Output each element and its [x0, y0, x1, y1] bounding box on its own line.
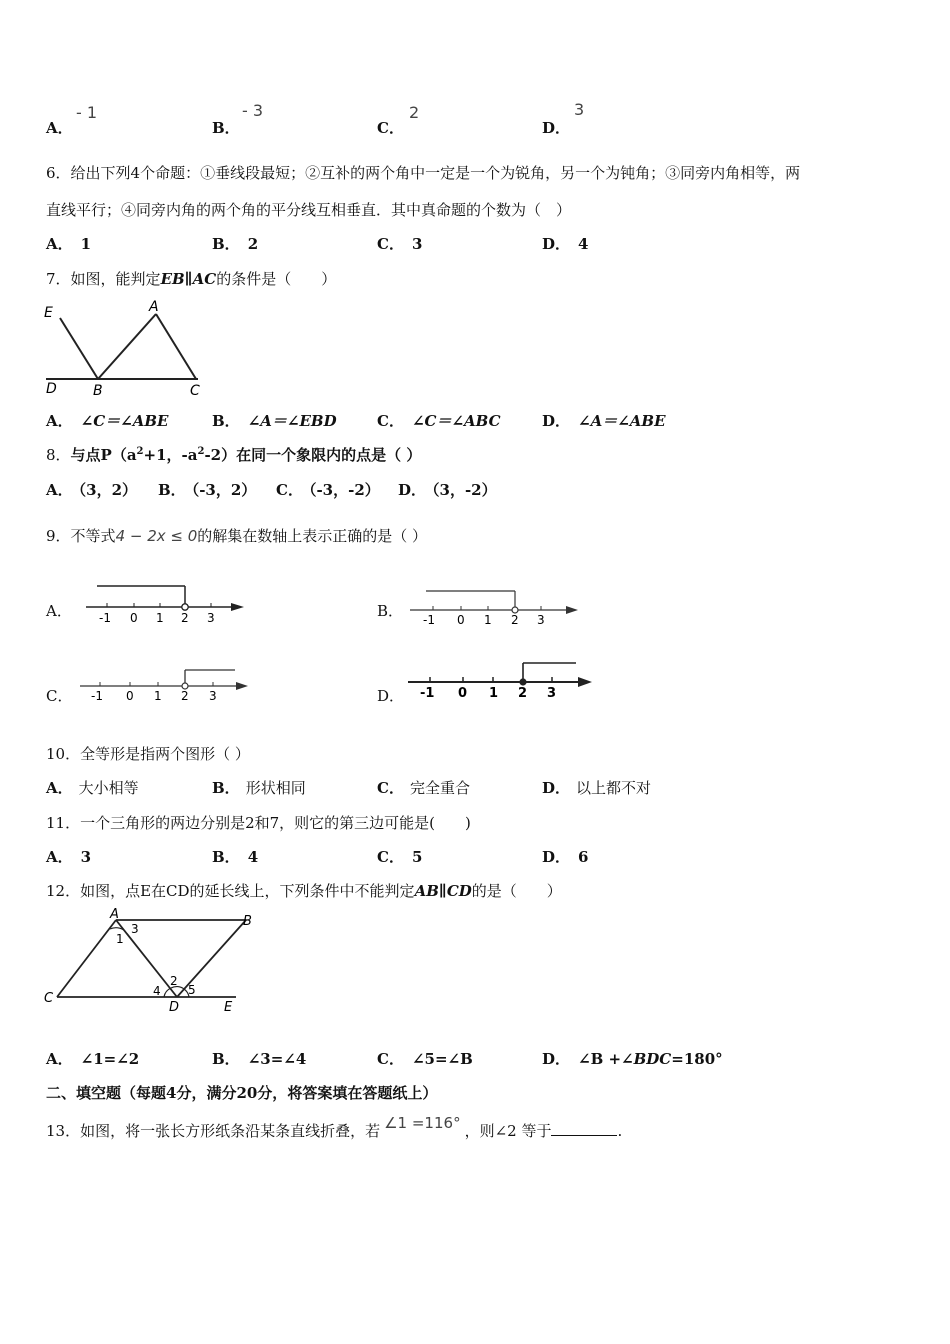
q9-option-d-label: D．: [377, 687, 405, 705]
option-text: 形状相同: [245, 779, 306, 797]
q9-option-c-label: C．: [46, 687, 73, 705]
axis-arrow: [578, 677, 592, 687]
q10-stem: [46, 743, 250, 764]
option-label: D．: [398, 481, 427, 499]
option-label: C．: [377, 848, 404, 866]
q5-option-b: [212, 101, 264, 138]
q11-option-b: [212, 846, 258, 867]
option-text: 3: [411, 235, 423, 253]
option-text: 1: [80, 235, 92, 253]
option-text: 6: [578, 848, 589, 866]
option-math: BDC: [633, 1050, 672, 1068]
question-text: ，则∠2 等于: [464, 1122, 552, 1140]
question-text: 如图，将一张长方形纸条沿某条直线折叠，若: [80, 1122, 381, 1140]
closed-dot: [519, 678, 526, 685]
option-label: B．: [212, 779, 240, 797]
point-label-e: E: [44, 305, 53, 321]
q10-option-a: [46, 777, 139, 798]
option-label: D．: [542, 412, 571, 430]
option-label: D．: [542, 1050, 571, 1068]
question-text: 给出下列4个命题：①垂线段最短；②互补的两个角中一定是一个为锐角，另一个为钝角；③同旁内角相等，两: [70, 164, 801, 182]
q9-option-b-number-line: [408, 583, 588, 629]
segment-ad: [116, 920, 177, 997]
q12-option-b: [212, 1048, 306, 1069]
option-text: （-3，2）: [191, 481, 257, 499]
q7-option-d: [542, 410, 666, 431]
option-label: D．: [542, 848, 571, 866]
q5-option-c: [377, 103, 420, 138]
question-text: +1，-a: [143, 446, 198, 464]
option-text: ∠3=∠4: [247, 1050, 307, 1068]
tick-label: 0: [458, 686, 468, 701]
option-text: 3: [80, 848, 92, 866]
option-label: D．: [542, 119, 571, 137]
point-label-b: B: [93, 383, 103, 399]
angle-label-3: 3: [131, 922, 139, 936]
question-number: 7．: [46, 270, 71, 288]
tick-label: -1: [99, 611, 111, 625]
q9-option-c-number-line: [78, 664, 258, 708]
tick-label: 1: [154, 689, 162, 703]
axis-arrow: [231, 603, 244, 611]
option-text: =180°: [671, 1050, 723, 1068]
q6-option-b: [212, 233, 258, 254]
q8-option-b: [158, 479, 256, 500]
point-label-c: C: [190, 383, 200, 399]
q6-option-d: [542, 233, 588, 254]
question-text: 不等式: [70, 527, 116, 545]
q11-option-c: [377, 846, 422, 867]
option-label: D．: [542, 235, 571, 253]
question-number: 9．: [46, 527, 71, 545]
question-text: 的是（ ）: [471, 882, 562, 900]
q11-option-d: [542, 846, 588, 867]
tick-label: 2: [181, 611, 189, 625]
q8-stem: [46, 444, 421, 465]
option-text: （3，2）: [78, 481, 138, 499]
q7-figure: [40, 295, 220, 400]
option-label: C．: [377, 1050, 404, 1068]
question-math-image: ∠1 =116°: [384, 1114, 461, 1132]
question-number: 12．: [46, 882, 81, 900]
tick-label: 1: [489, 686, 499, 701]
option-label: C．: [377, 119, 404, 137]
question-number: 11．: [46, 814, 81, 832]
question-number: 8．: [46, 446, 71, 464]
q7-stem: [46, 268, 336, 289]
question-math-image: 4 − 2x ≤ 0: [115, 527, 198, 545]
q6-stem-line1: [46, 162, 800, 183]
superscript: 2: [136, 446, 144, 457]
q5-option-a: [46, 103, 98, 138]
point-label-e: E: [224, 1000, 233, 1015]
option-text: ∠1=∠2: [80, 1050, 140, 1068]
q9-option-b-label: B．: [377, 602, 404, 620]
q5-option-d: [542, 100, 585, 138]
q9-option-d-number-line: [406, 658, 598, 704]
option-label: B．: [212, 235, 240, 253]
question-math: EB∥AC: [160, 270, 217, 288]
segment-ca: [57, 920, 116, 997]
tick-label: -1: [423, 613, 435, 627]
question-number: 13．: [46, 1122, 81, 1140]
option-label: A．: [46, 235, 73, 253]
question-text: 的条件是（ ）: [216, 270, 337, 288]
option-label: A．: [46, 119, 73, 137]
q7-option-b: [212, 410, 337, 431]
q13-stem: [46, 1114, 623, 1141]
axis-arrow: [236, 682, 248, 690]
q7-option-a: [46, 410, 168, 431]
option-text: ∠B +∠: [578, 1050, 634, 1068]
option-label: A．: [46, 412, 73, 430]
option-math-image: - 1: [76, 103, 98, 122]
q12-option-d: [542, 1048, 723, 1069]
question-number: 6．: [46, 164, 71, 182]
tick-label: -1: [91, 689, 103, 703]
q12-figure: [40, 905, 250, 1015]
option-label: B．: [158, 481, 186, 499]
option-text: ∠A＝∠EBD: [247, 412, 337, 430]
tick-label: 2: [518, 686, 528, 701]
point-label-c: C: [44, 991, 54, 1006]
q7-option-c: [377, 410, 501, 431]
tick-label: 0: [130, 611, 138, 625]
question-text: 如图，能判定: [70, 270, 161, 288]
option-label: A．: [46, 848, 73, 866]
option-text: 2: [247, 235, 259, 253]
q10-option-b: [212, 777, 306, 798]
question-text: 的解集在数轴上表示正确的是（ ）: [197, 527, 428, 545]
option-label: B．: [212, 119, 240, 137]
q10-option-d: [542, 777, 651, 798]
segment-eb: [60, 318, 98, 379]
option-text: 以上都不对: [576, 779, 652, 797]
superscript: 2: [197, 446, 205, 457]
option-math-image: 2: [409, 103, 420, 122]
section-title: 二、填空题（每题4分，满分20分，将答案填在答题纸上）: [46, 1084, 438, 1102]
option-label: A．: [46, 779, 73, 797]
option-label: C．: [377, 412, 404, 430]
question-text: .: [617, 1122, 623, 1140]
option-math-image: - 3: [242, 101, 264, 120]
point-label-b: B: [243, 914, 252, 929]
angle-label-4: 4: [153, 984, 161, 998]
segment-ba: [98, 314, 156, 379]
option-text: 4: [578, 235, 589, 253]
option-text: 5: [411, 848, 423, 866]
option-text: 大小相等: [78, 779, 139, 797]
q9-option-a-number-line: [84, 578, 254, 626]
q12-option-c: [377, 1048, 473, 1069]
option-text: （-3，-2）: [308, 481, 380, 499]
question-text: 全等形是指两个图形（ ）: [80, 745, 250, 763]
q12-stem: [46, 880, 562, 901]
option-text: ∠C＝∠ABE: [80, 412, 169, 430]
tick-label: 3: [207, 611, 215, 625]
option-label: C．: [377, 235, 404, 253]
option-label: C．: [377, 779, 404, 797]
q6-option-c: [377, 233, 422, 254]
option-text: 4: [247, 848, 259, 866]
q8-option-d: [398, 479, 497, 500]
tick-label: 0: [457, 613, 465, 627]
tick-label: 3: [537, 613, 545, 627]
open-circle: [182, 604, 188, 610]
option-label: A．: [46, 481, 73, 499]
tick-label: 0: [126, 689, 134, 703]
tick-label: 3: [209, 689, 217, 703]
point-label-a: A: [149, 299, 159, 315]
q8-option-c: [276, 479, 380, 500]
tick-label: 1: [156, 611, 164, 625]
option-label: B．: [212, 1050, 240, 1068]
option-label: B．: [212, 412, 240, 430]
option-text: 完全重合: [409, 779, 470, 797]
q8-option-a: [46, 479, 137, 500]
question-text: 一个三角形的两边分别是2和7，则它的第三边可能是( ): [80, 814, 471, 832]
axis-arrow: [566, 606, 578, 614]
q9-stem: [46, 525, 427, 546]
question-text: -2）在同一个象限内的点是（ ）: [204, 446, 422, 464]
option-math-image: 3: [574, 100, 585, 119]
segment-ac: [156, 314, 196, 379]
point-label-d: D: [169, 1000, 180, 1015]
tick-label: 1: [484, 613, 492, 627]
point-label-d: D: [46, 381, 57, 397]
answer-blank[interactable]: [551, 1121, 617, 1136]
option-text: ∠5=∠B: [411, 1050, 473, 1068]
tick-label: -1: [420, 686, 435, 701]
angle-label-5: 5: [188, 983, 196, 997]
angle-label-1: 1: [116, 932, 124, 946]
question-text: 与点P（a: [70, 446, 137, 464]
q12-option-a: [46, 1048, 139, 1069]
point-label-a: A: [110, 907, 119, 922]
option-label: B．: [212, 848, 240, 866]
option-text: （3，-2）: [432, 481, 497, 499]
q11-stem: [46, 812, 471, 833]
option-label: D．: [542, 779, 571, 797]
tick-label: 3: [547, 686, 557, 701]
q6-stem-line2: 直线平行；④同旁内角的两个角的平分线互相垂直．其中真命题的个数为（ ）: [46, 201, 572, 219]
q9-option-a-label: A．: [46, 602, 72, 620]
option-text: ∠C＝∠ABC: [411, 412, 501, 430]
q10-option-c: [377, 777, 470, 798]
q6-option-a: [46, 233, 91, 254]
q11-option-a: [46, 846, 91, 867]
tick-label: 2: [181, 689, 189, 703]
option-label: C．: [276, 481, 303, 499]
question-math: AB∥CD: [414, 882, 472, 900]
option-text: ∠A＝∠ABE: [578, 412, 666, 430]
angle-label-2: 2: [170, 974, 178, 988]
question-number: 10．: [46, 745, 81, 763]
question-text: 如图，点E在CD的延长线上，下列条件中不能判定: [80, 882, 415, 900]
option-label: A．: [46, 1050, 73, 1068]
tick-label: 2: [511, 613, 519, 627]
